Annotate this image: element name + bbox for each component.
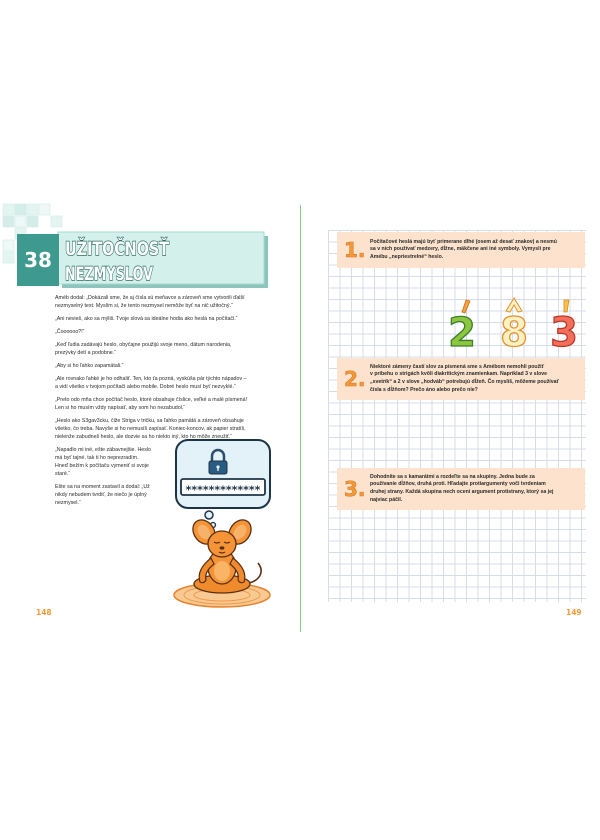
story-paragraph — [55, 362, 277, 370]
story-paragraph — [55, 294, 277, 310]
page-number-right: 149 — [566, 608, 582, 617]
story-paragraph — [55, 375, 277, 391]
story-line: „Ani nevieš, ako sa mýliš. Tvoje slová sa ideálne hodia ako heslá na počítači.“ — [55, 316, 238, 322]
story-line: „Heslo ako S3gav3cku, čiže Striga v tričku, sa ľahko pamätá a zároveň obsahuje — [55, 418, 244, 424]
task-number: 1. — [344, 238, 366, 262]
story-line: nezmysel.“ — [55, 500, 81, 506]
task-text — [370, 364, 582, 394]
task-line: čísla s dĺžňom? Prečo áno alebo prečo nie? — [370, 386, 478, 393]
story-line: nikdy nebudem tvrdiť, že niečo je úplný — [55, 492, 147, 498]
task-line: „svetrík“ a 2 v slove „hodváb“ potrebujú dĺžeň. Čo myslíš, môžeme používať — [370, 378, 559, 385]
page-number-left: 148 — [36, 608, 52, 617]
nose — [220, 546, 225, 549]
story-line: staré.“ — [55, 471, 71, 477]
story-paragraph — [55, 341, 277, 357]
story-line: nezmyselný text. Myslím si, že tento nezmysel nemôže byť na nič užitočný.“ — [55, 303, 233, 309]
task-line: Niektoré zámeny častí slov za písmená sme s Amébom nemohli použiť — [370, 363, 545, 370]
decor-digit-3: 3 — [550, 310, 578, 352]
story-line: Len si ho musím vždy napísať, aby som ho nezabudol.“ — [55, 405, 186, 411]
chapter-header — [0, 200, 280, 292]
task-box — [337, 358, 585, 400]
task-box — [337, 232, 585, 268]
task-line: sa v nich používať medzery, dĺžne, mäkčene ani iné symboly. Vymysli pre — [370, 246, 551, 253]
password-mask: ************* — [185, 483, 261, 497]
task-box — [337, 468, 585, 510]
illustration — [168, 432, 280, 614]
grid-paper — [328, 230, 586, 602]
task-text — [370, 474, 582, 504]
task-text — [370, 239, 582, 262]
task-line: Dohodnite sa s kamarátmi a rozdeľte sa na skupiny. Jedna bude za — [370, 473, 535, 480]
task-line: Amébu „nepriestrelné“ heslo. — [370, 253, 444, 260]
task-number: 3. — [344, 477, 366, 501]
story-line: „Čoooooo?!“ — [55, 329, 85, 335]
story-paragraph — [55, 396, 277, 412]
chapter-title-line1: UŽITOČNOSŤ — [65, 238, 204, 260]
story-line: má byť tajné, tak ti ho neprezradím. — [55, 455, 139, 461]
task-line: v príbehu o strigách kvôli diakritickým znamienkam. Napríklad 3 v slove — [370, 371, 548, 378]
decor-digit-2: 2 — [448, 310, 476, 352]
chapter-number: 38 — [24, 248, 52, 272]
story-line: „Aby si ho ľahko zapamätali.“ — [55, 363, 124, 369]
story-line: prezývky detí a podobne.“ — [55, 350, 116, 356]
story-line: Améb dodal: „Dokázali sme, že aj čísla sú meňavce a zároveň sme vytvorili ďalší — [55, 295, 245, 301]
story-line: „Napadlo mi iné, ešte zábavnejšie. Heslo — [55, 447, 151, 453]
story-line: Hneď bežím k počítaču vymeniť si svoje — [55, 463, 149, 469]
story-paragraph — [55, 328, 277, 336]
story-line: „Preto odo mňa chce počítač heslo, ktoré obsahuje číslice, veľké a malé písmená! — [55, 397, 248, 403]
meditating-character — [174, 516, 270, 607]
task-line: druhej strany. Každá skupina nech ocení argument protistrany, ktorý sa jej — [370, 488, 554, 495]
story-line: všetko, čo treba. Navyše si ho nemusíš zapísať. Koniec-koncov, ak papier stratíš, — [55, 426, 246, 432]
story-line: nielenže zabudneš heslo, ale dozvie sa ho niekto iný, kto ho môže zneužiť.“ — [55, 434, 233, 440]
task-line: Počítačové heslá majú byť primerane dlhé (osem až desať znakov) a nesmú — [370, 238, 557, 245]
story-line: Ešte sa na moment zastavil a dodal: „Už — [55, 484, 150, 490]
task-line: používanie dĺžňov, druhá proti. Hľadajte protiargumenty voči tvrdeniam — [370, 481, 546, 488]
story-line: „Ale rovnako ľahké je ho odhaliť. Ten, kto ťa pozná, vyskúša pár týchto nápadov – — [55, 376, 247, 382]
page-divider — [300, 205, 301, 632]
story-line: „Keď ľudia zadávajú heslo, obyčajne použijú svoje meno, dátum narodenia, — [55, 342, 232, 348]
story-line: a vidí všetko v tvojom počítači alebo mobile. Dobré heslo musí byť nezvyklé.“ — [55, 384, 236, 390]
story-paragraph — [55, 315, 277, 323]
task-number: 2. — [344, 367, 366, 391]
chapter-title-line2: NEZMYSLOV — [65, 263, 154, 285]
task-line: najviac páčil. — [370, 496, 403, 503]
decor-digit-8: 8 — [500, 310, 528, 352]
decor-digits — [440, 290, 585, 352]
